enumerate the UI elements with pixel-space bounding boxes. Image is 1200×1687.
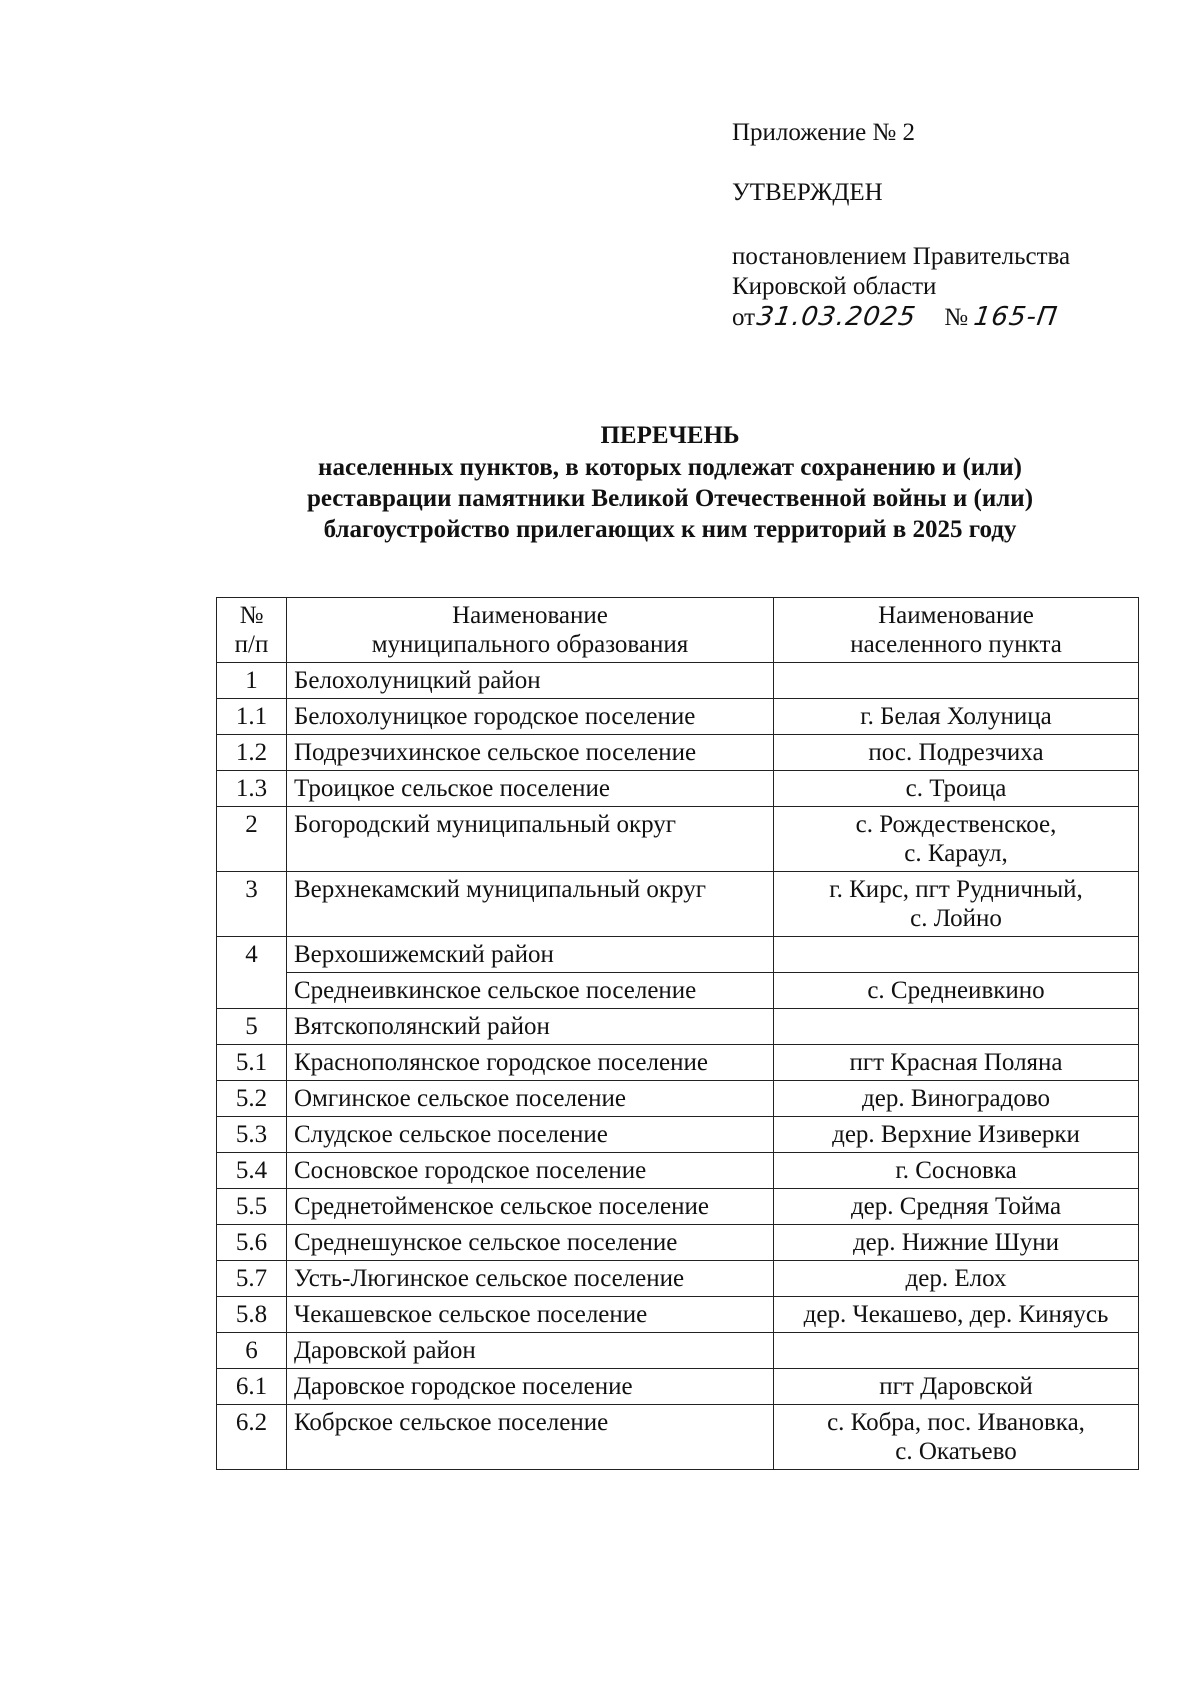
row-settlement — [774, 1333, 1139, 1369]
settlement-line-1 — [781, 1012, 1131, 1041]
settlement-line-1: пгт Даровской — [879, 1373, 1033, 1400]
table-row — [217, 1225, 1139, 1261]
table-row — [217, 872, 1139, 937]
handwritten-date: 31.03.2025 — [755, 302, 919, 332]
row-number: 5.4 — [217, 1153, 287, 1189]
table-header-row — [217, 598, 1139, 663]
settlement-line-1: пгт Красная Поляна — [849, 1049, 1063, 1076]
row-number: 5.5 — [217, 1189, 287, 1225]
row-number: 1.3 — [217, 771, 287, 807]
row-settlement — [774, 735, 1139, 771]
row-municipality: Даровское городское поселение — [287, 1369, 774, 1405]
row-settlement — [774, 1405, 1139, 1470]
row-municipality: Кобрское сельское поселение — [287, 1405, 774, 1470]
approval-block — [732, 118, 1070, 333]
settlement-line-1: дер. Чекашево, дер. Киняусь — [803, 1301, 1109, 1328]
row-settlement — [774, 1261, 1139, 1297]
settlement-line-1: г. Белая Холуница — [860, 703, 1052, 730]
settlement-line-1: пос. Подрезчиха — [868, 739, 1044, 766]
table-row — [217, 1153, 1139, 1189]
table-row — [217, 663, 1139, 699]
settlement-line-1 — [781, 666, 1131, 695]
row-municipality: Верхошижемский район — [287, 937, 774, 973]
row-settlement — [774, 699, 1139, 735]
header-num-line1: № — [239, 602, 264, 629]
approved-label: УТВЕРЖДЕН — [732, 179, 883, 206]
row-municipality: Среднешунское сельское поселение — [287, 1225, 774, 1261]
row-number: 1.2 — [217, 735, 287, 771]
row-settlement — [774, 1009, 1139, 1045]
row-settlement — [774, 1045, 1139, 1081]
row-settlement — [774, 771, 1139, 807]
table-row — [217, 735, 1139, 771]
date-prefix: от — [732, 304, 756, 331]
row-settlement — [774, 1117, 1139, 1153]
settlement-line-1: с. Кобра, пос. Ивановка, — [827, 1409, 1085, 1436]
row-number — [217, 973, 287, 1009]
table-row — [217, 1189, 1139, 1225]
row-number: 5.1 — [217, 1045, 287, 1081]
table-row — [217, 807, 1139, 872]
document-title — [200, 420, 1140, 545]
row-municipality: Усть-Люгинское сельское поселение — [287, 1261, 774, 1297]
header-loc-line1: Наименование — [878, 602, 1034, 629]
row-number: 5.2 — [217, 1081, 287, 1117]
settlement-line-1: г. Сосновка — [895, 1157, 1017, 1184]
header-num — [217, 598, 287, 663]
row-municipality: Подрезчихинское сельское поселение — [287, 735, 774, 771]
row-municipality: Среднеивкинское сельское поселение — [287, 973, 774, 1009]
settlement-line-2: с. Лойно — [910, 905, 1002, 932]
row-settlement — [774, 872, 1139, 937]
row-number: 2 — [217, 807, 287, 872]
row-settlement — [774, 1297, 1139, 1333]
table-row — [217, 937, 1139, 973]
row-number: 3 — [217, 872, 287, 937]
row-municipality: Омгинское сельское поселение — [287, 1081, 774, 1117]
row-settlement — [774, 1369, 1139, 1405]
settlement-line-2: с. Караул, — [904, 840, 1008, 867]
table-row — [217, 1333, 1139, 1369]
row-settlement — [774, 937, 1139, 973]
settlement-line-2: с. Окатьево — [895, 1438, 1017, 1465]
row-settlement — [774, 1153, 1139, 1189]
row-settlement — [774, 1189, 1139, 1225]
settlement-line-1: дер. Верхние Изиверки — [832, 1121, 1080, 1148]
header-num-line2: п/п — [234, 631, 269, 658]
table-body — [217, 663, 1139, 1470]
settlement-line-1: дер. Елох — [905, 1265, 1007, 1292]
decree-line-1: постановлением Правительства — [732, 243, 1071, 270]
row-number: 4 — [217, 937, 287, 973]
table-row — [217, 1369, 1139, 1405]
row-number: 6.1 — [217, 1369, 287, 1405]
row-number: 6.2 — [217, 1405, 287, 1470]
row-municipality: Краснополянское городское поселение — [287, 1045, 774, 1081]
row-number: 6 — [217, 1333, 287, 1369]
table-row — [217, 1261, 1139, 1297]
settlement-line-1 — [781, 1336, 1131, 1365]
row-number: 1 — [217, 663, 287, 699]
row-municipality: Вятскополянский район — [287, 1009, 774, 1045]
header-municipality — [287, 598, 774, 663]
row-municipality: Слудское сельское поселение — [287, 1117, 774, 1153]
handwritten-number: 165-П — [972, 302, 1061, 332]
number-prefix: № — [944, 304, 969, 331]
row-number: 5 — [217, 1009, 287, 1045]
row-settlement — [774, 1081, 1139, 1117]
table-row — [217, 1117, 1139, 1153]
row-settlement — [774, 807, 1139, 872]
settlement-line-1 — [781, 940, 1131, 969]
settlements-table — [216, 597, 1139, 1470]
title-main: ПЕРЕЧЕНЬ — [600, 422, 740, 449]
table-row — [217, 973, 1139, 1009]
settlement-line-1: с. Троица — [905, 775, 1007, 802]
row-municipality: Белохолуницкий район — [287, 663, 774, 699]
row-municipality: Троицкое сельское поселение — [287, 771, 774, 807]
title-line-3: благоустройство прилегающих к ним территорий в 2025 году — [323, 516, 1017, 543]
table-row — [217, 1081, 1139, 1117]
appendix-label: Приложение № 2 — [732, 119, 916, 146]
decree-line-2: Кировской области — [732, 273, 937, 300]
settlement-line-1: г. Кирс, пгт Рудничный, — [829, 876, 1083, 903]
title-line-2: реставрации памятники Великой Отечественной войны и (или) — [306, 485, 1034, 512]
row-municipality: Белохолуницкое городское поселение — [287, 699, 774, 735]
row-municipality: Богородский муниципальный округ — [287, 807, 774, 872]
row-municipality: Даровской район — [287, 1333, 774, 1369]
row-settlement — [774, 973, 1139, 1009]
decree-date-number — [732, 302, 1070, 333]
row-number: 5.3 — [217, 1117, 287, 1153]
header-settlement — [774, 598, 1139, 663]
header-muni-line2: муниципального образования — [371, 631, 689, 658]
table-row — [217, 1009, 1139, 1045]
row-number: 5.8 — [217, 1297, 287, 1333]
row-settlement — [774, 663, 1139, 699]
row-number: 1.1 — [217, 699, 287, 735]
settlement-line-1: дер. Виноградово — [862, 1085, 1050, 1112]
table-row — [217, 771, 1139, 807]
row-municipality: Среднетойменское сельское поселение — [287, 1189, 774, 1225]
row-number: 5.7 — [217, 1261, 287, 1297]
settlement-line-1: с. Рождественское, — [855, 811, 1057, 838]
header-muni-line1: Наименование — [452, 602, 608, 629]
table-row — [217, 699, 1139, 735]
settlement-line-1: с. Среднеивкино — [867, 977, 1045, 1004]
settlement-line-1: дер. Средняя Тойма — [850, 1193, 1062, 1220]
row-municipality: Чекашевское сельское поселение — [287, 1297, 774, 1333]
table-row — [217, 1045, 1139, 1081]
row-municipality: Верхнекамский муниципальный округ — [287, 872, 774, 937]
header-loc-line2: населенного пункта — [850, 631, 1062, 658]
row-settlement — [774, 1225, 1139, 1261]
table-row — [217, 1405, 1139, 1470]
title-line-1: населенных пунктов, в которых подлежат сохранению и (или) — [318, 454, 1022, 481]
table-row — [217, 1297, 1139, 1333]
row-number: 5.6 — [217, 1225, 287, 1261]
row-municipality: Сосновское городское поселение — [287, 1153, 774, 1189]
settlement-line-1: дер. Нижние Шуни — [852, 1229, 1060, 1256]
